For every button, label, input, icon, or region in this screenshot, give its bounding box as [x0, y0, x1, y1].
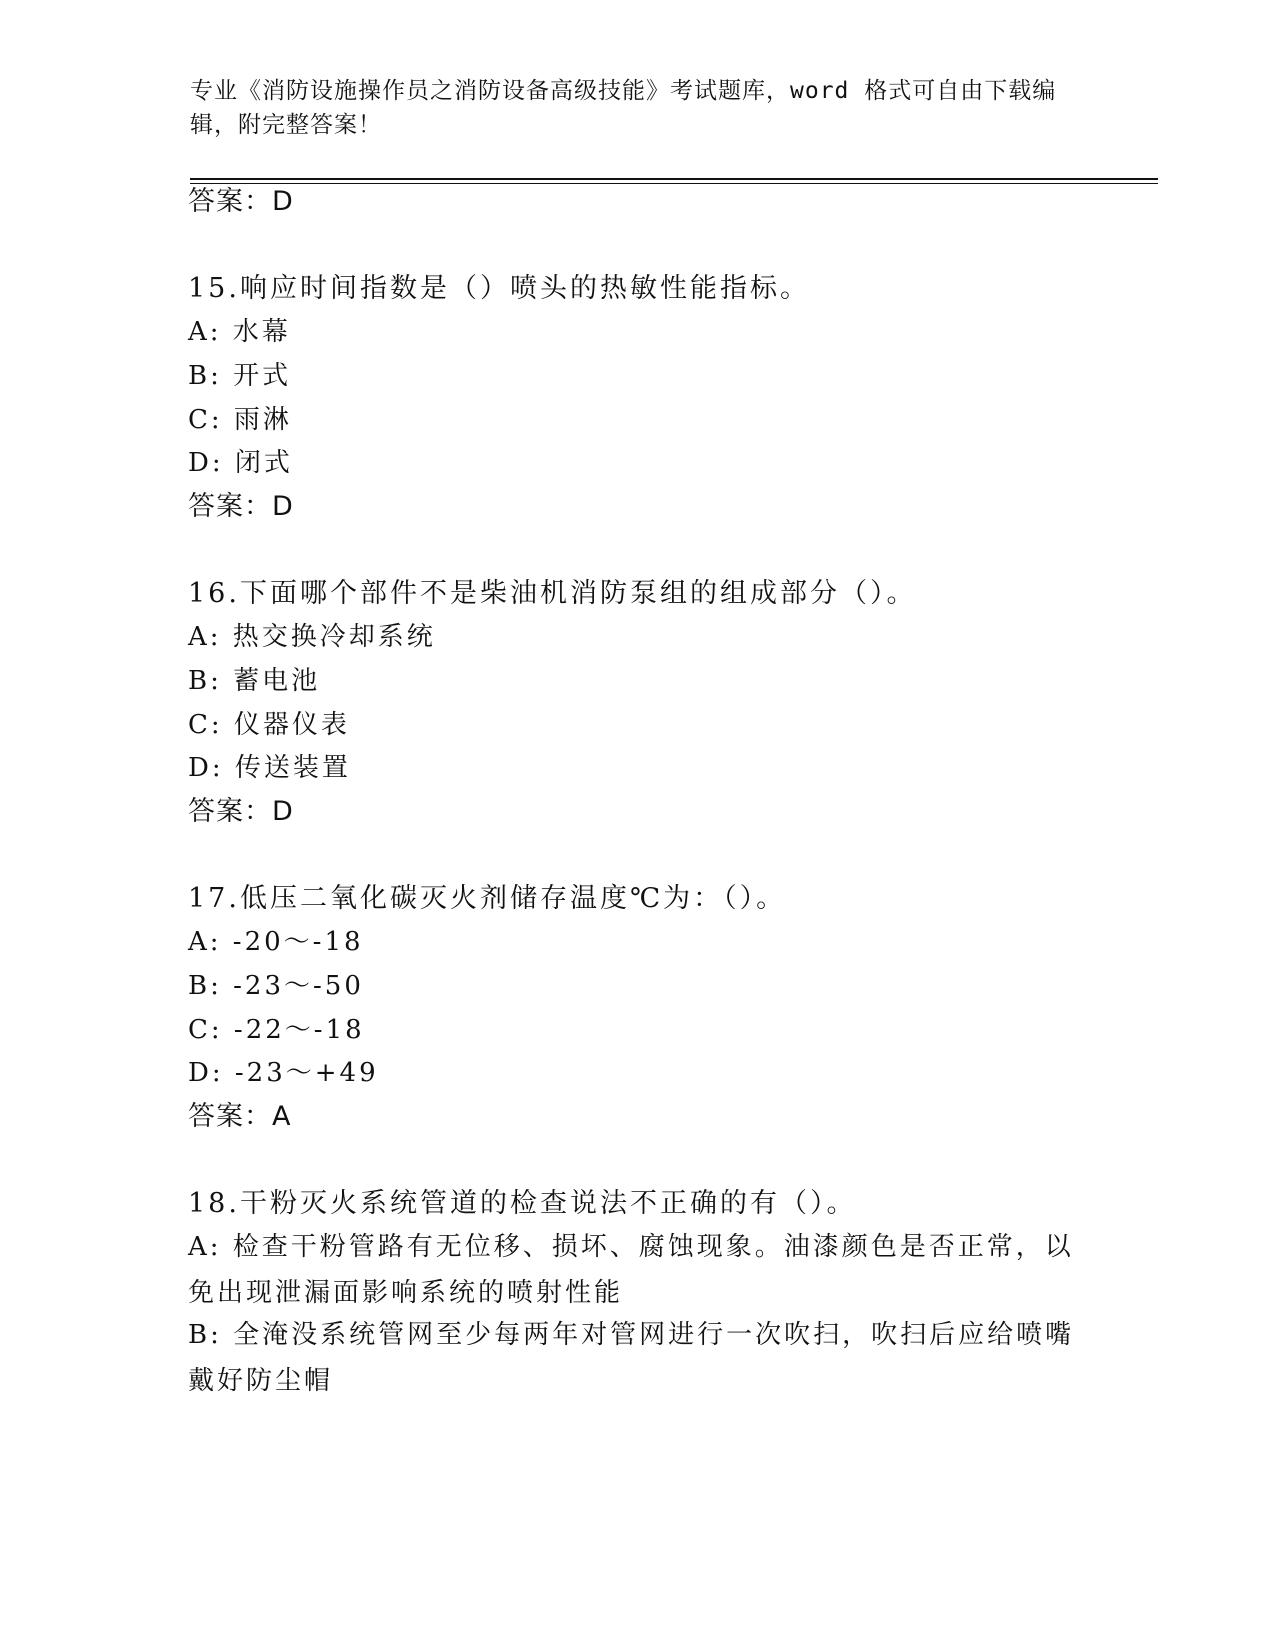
question-15-answer: 答案：D — [188, 491, 294, 522]
question-17-option-a: A: -20～-18 — [188, 927, 364, 957]
question-18-option-b: B: 全淹没系统管网至少每两年对管网进行一次吹扫，吹扫后应给喷嘴戴好防尘帽 — [188, 1320, 1075, 1396]
question-15-option-c: C: 雨淋 — [188, 405, 292, 435]
question-16-option-c: C: 仪器仪表 — [188, 710, 350, 740]
question-17-option-c: C: -22～-18 — [188, 1015, 365, 1045]
question-15-option-d: D: 闭式 — [188, 448, 293, 478]
question-17-option-b: B: -23～-50 — [188, 971, 364, 1001]
header-line-1: 专业《消防设施操作员之消防设备高级技能》考试题库，word 格式可自由下载编 — [190, 78, 1057, 104]
question-16-answer: 答案：D — [188, 796, 294, 827]
question-17-answer: 答案：A — [188, 1101, 292, 1132]
question-18-option-a: A: 检查干粉管路有无位移、损坏、腐蚀现象。油漆颜色是否正常，以免出现泄漏面影响系统的喷射性能 — [188, 1232, 1074, 1308]
question-16-option-a: A: 热交换冷却系统 — [188, 622, 436, 652]
document-header — [190, 74, 1080, 142]
question-16-option-d: D: 传送装置 — [188, 753, 351, 783]
question-17-stem: 17.低压二氧化碳灭火剂储存温度℃为：（）。 — [188, 883, 787, 914]
question-16-option-b: B: 蓄电池 — [188, 666, 321, 696]
question-18-stem: 18.干粉灭火系统管道的检查说法不正确的有（）。 — [188, 1188, 857, 1219]
question-15-option-b: B: 开式 — [188, 361, 292, 391]
answer-prev: 答案：D — [188, 186, 294, 217]
header-line-2: 辑，附完整答案！ — [190, 112, 382, 138]
header-rule-thin — [190, 183, 1158, 184]
question-16-stem: 16.下面哪个部件不是柴油机消防泵组的组成部分（）。 — [188, 578, 917, 609]
question-15-stem: 15.响应时间指数是（）喷头的热敏性能指标。 — [188, 273, 810, 304]
question-17-option-d: D: -23～+49 — [188, 1058, 379, 1088]
header-rule-thick — [190, 178, 1158, 180]
question-15-option-a: A: 水幕 — [188, 317, 291, 347]
